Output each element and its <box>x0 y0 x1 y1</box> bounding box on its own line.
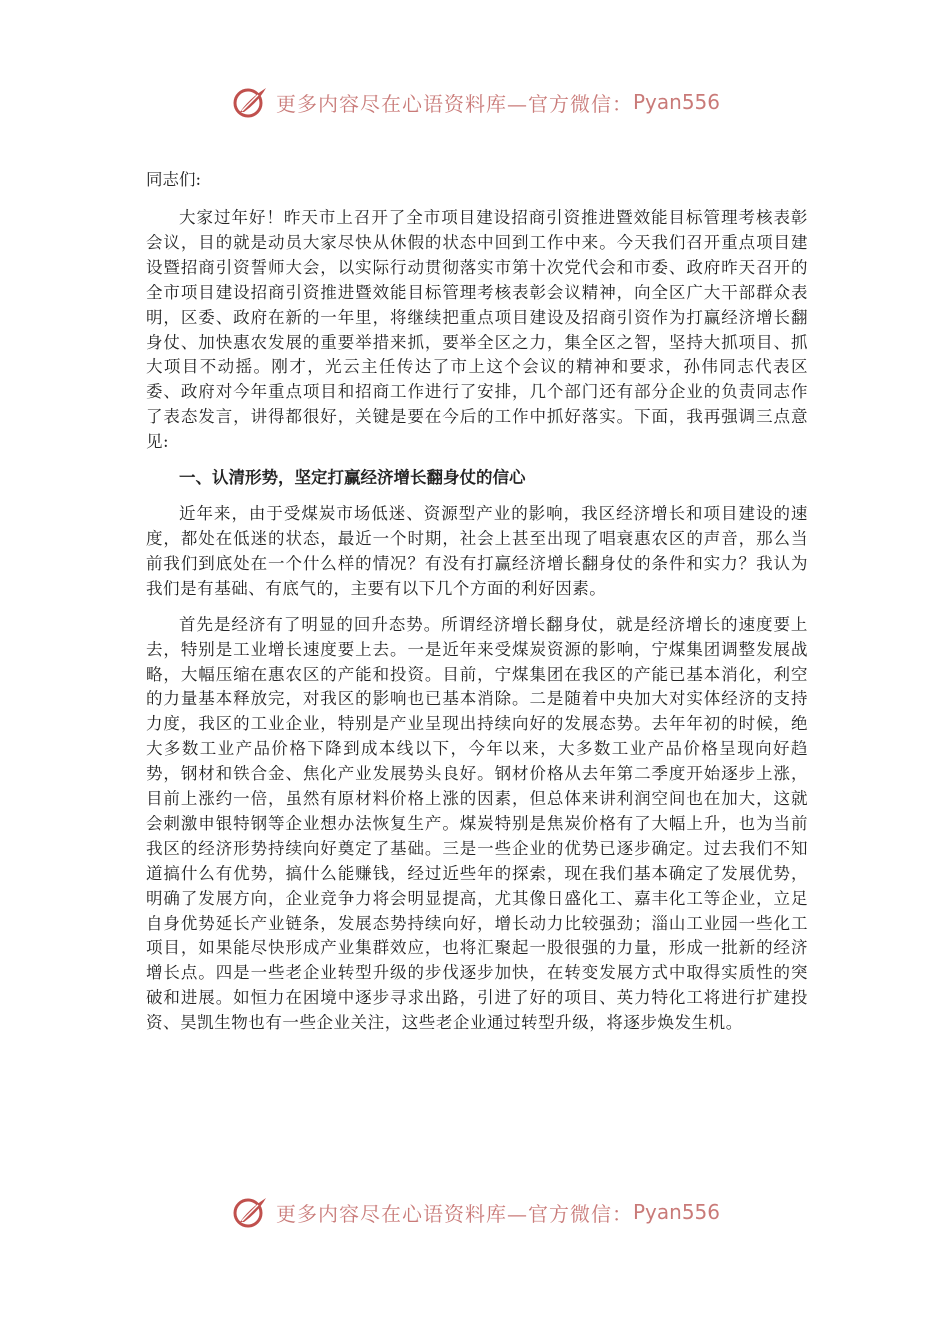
greeting: 同志们: <box>146 170 202 189</box>
quill-logo-icon <box>230 1192 270 1232</box>
header-banner <box>0 80 950 124</box>
banner-wechat-id: Pyan556 <box>632 90 720 114</box>
quill-logo-icon <box>230 82 270 122</box>
banner-text: 更多内容尽在心语资料库—官方微信： <box>275 91 633 116</box>
paragraph-intro: 大家过年好！昨天市上召开了全市项目建设招商引资推进暨效能目标管理考核表彰会议，目的就是动员大家尽快从休假的状态中回到工作中来。今天我们召开重点项目建设暨招商引资誓师大会，以实际行动贯彻落实市第十次党代会和市委、政府昨天召开的全市项目建设招商引资推进暨效能目标管理考核表彰会议精神，向全区广大干部群众表明，区委、政府在新的一年里，将继续把重点项目建设及招商引资作为打赢经济增长翻身仗、加快惠农发展的重要举措来抓，要举全区之力，集全区之智，坚持大抓项目、抓大项目不动摇。刚才，光云主任传达了市上这个会议的精神和要求，孙伟同志代表区委、政府对今年重点项目和招商工作进行了安排，几个部门还有部分企业的负责同志作了表态发言，讲得都很好，关键是要在今后的工作中抓好落实。下面，我再强调三点意见: <box>146 208 808 452</box>
banner-text: 更多内容尽在心语资料库—官方微信： <box>275 1201 633 1226</box>
banner-wechat-id: Pyan556 <box>632 1200 720 1224</box>
footer-banner <box>0 1190 950 1234</box>
section-heading-1: 一、认清形势，坚定打赢经济增长翻身仗的信心 <box>179 468 526 488</box>
document-body <box>146 168 808 1047</box>
paragraph-economy: 首先是经济有了明显的回升态势。所谓经济增长翻身仗，就是经济增长的速度要上去，特别是工业增长速度要上去。一是近年来受煤炭资源的影响，宁煤集团调整发展战略，大幅压缩在惠农区的产能和投资。目前，宁煤集团在我区的产能已基本消化，利空的力量基本释放完，对我区的影响也已基本消除。二是随着中央加大对实体经济的支持力度，我区的工业企业，特别是产业呈现出持续向好的发展态势。去年年初的时候，绝大多数工业产品价格下降到成本线以下，今年以来，大多数工业产品价格呈现向好趋势，钢材和铁合金、焦化产业发展势头良好。钢材价格从去年第二季度开始逐步上涨，目前上涨约一倍，虽然有原材料价格上涨的因素，但总体来讲利润空间也在加大，这就会刺激申银特钢等企业想办法恢复生产。煤炭特别是焦炭价格有了大幅上升，也为当前我区的经济形势持续向好奠定了基础。三是一些企业的优势已逐步确定。过去我们不知道搞什么有优势，搞什么能赚钱，经过近些年的探索，现在我们基本确定了发展优势，明确了发展方向，企业竞争力将会明显提高，尤其像日盛化工、嘉丰化工等企业，立足自身优势延长产业链条，发展态势持续向好，增长动力比较强劲；淄山工业园一些化工项目，如果能尽快形成产业集群效应，也将汇聚起一股很强的力量，形成一批新的经济增长点。四是一些老企业转型升级的步伐逐步加快，在转变发展方式中取得实质性的突破和进展。如恒力在困境中逐步寻求出路，引进了好的项目、英力特化工将进行扩建投资、昊凯生物也有一些企业关注，这些老企业通过转型升级，将逐步焕发生机。 <box>146 614 808 1033</box>
paragraph-situation: 近年来，由于受煤炭市场低迷、资源型产业的影响，我区经济增长和项目建设的速度，都处在低迷的状态，最近一个时期，社会上甚至出现了唱衰惠农区的声音，那么当前我们到底处在一个什么样的情况？有没有打赢经济增长翻身仗的条件和实力？我认为我们是有基础、有底气的，主要有以下几个方面的利好因素。 <box>146 504 808 598</box>
